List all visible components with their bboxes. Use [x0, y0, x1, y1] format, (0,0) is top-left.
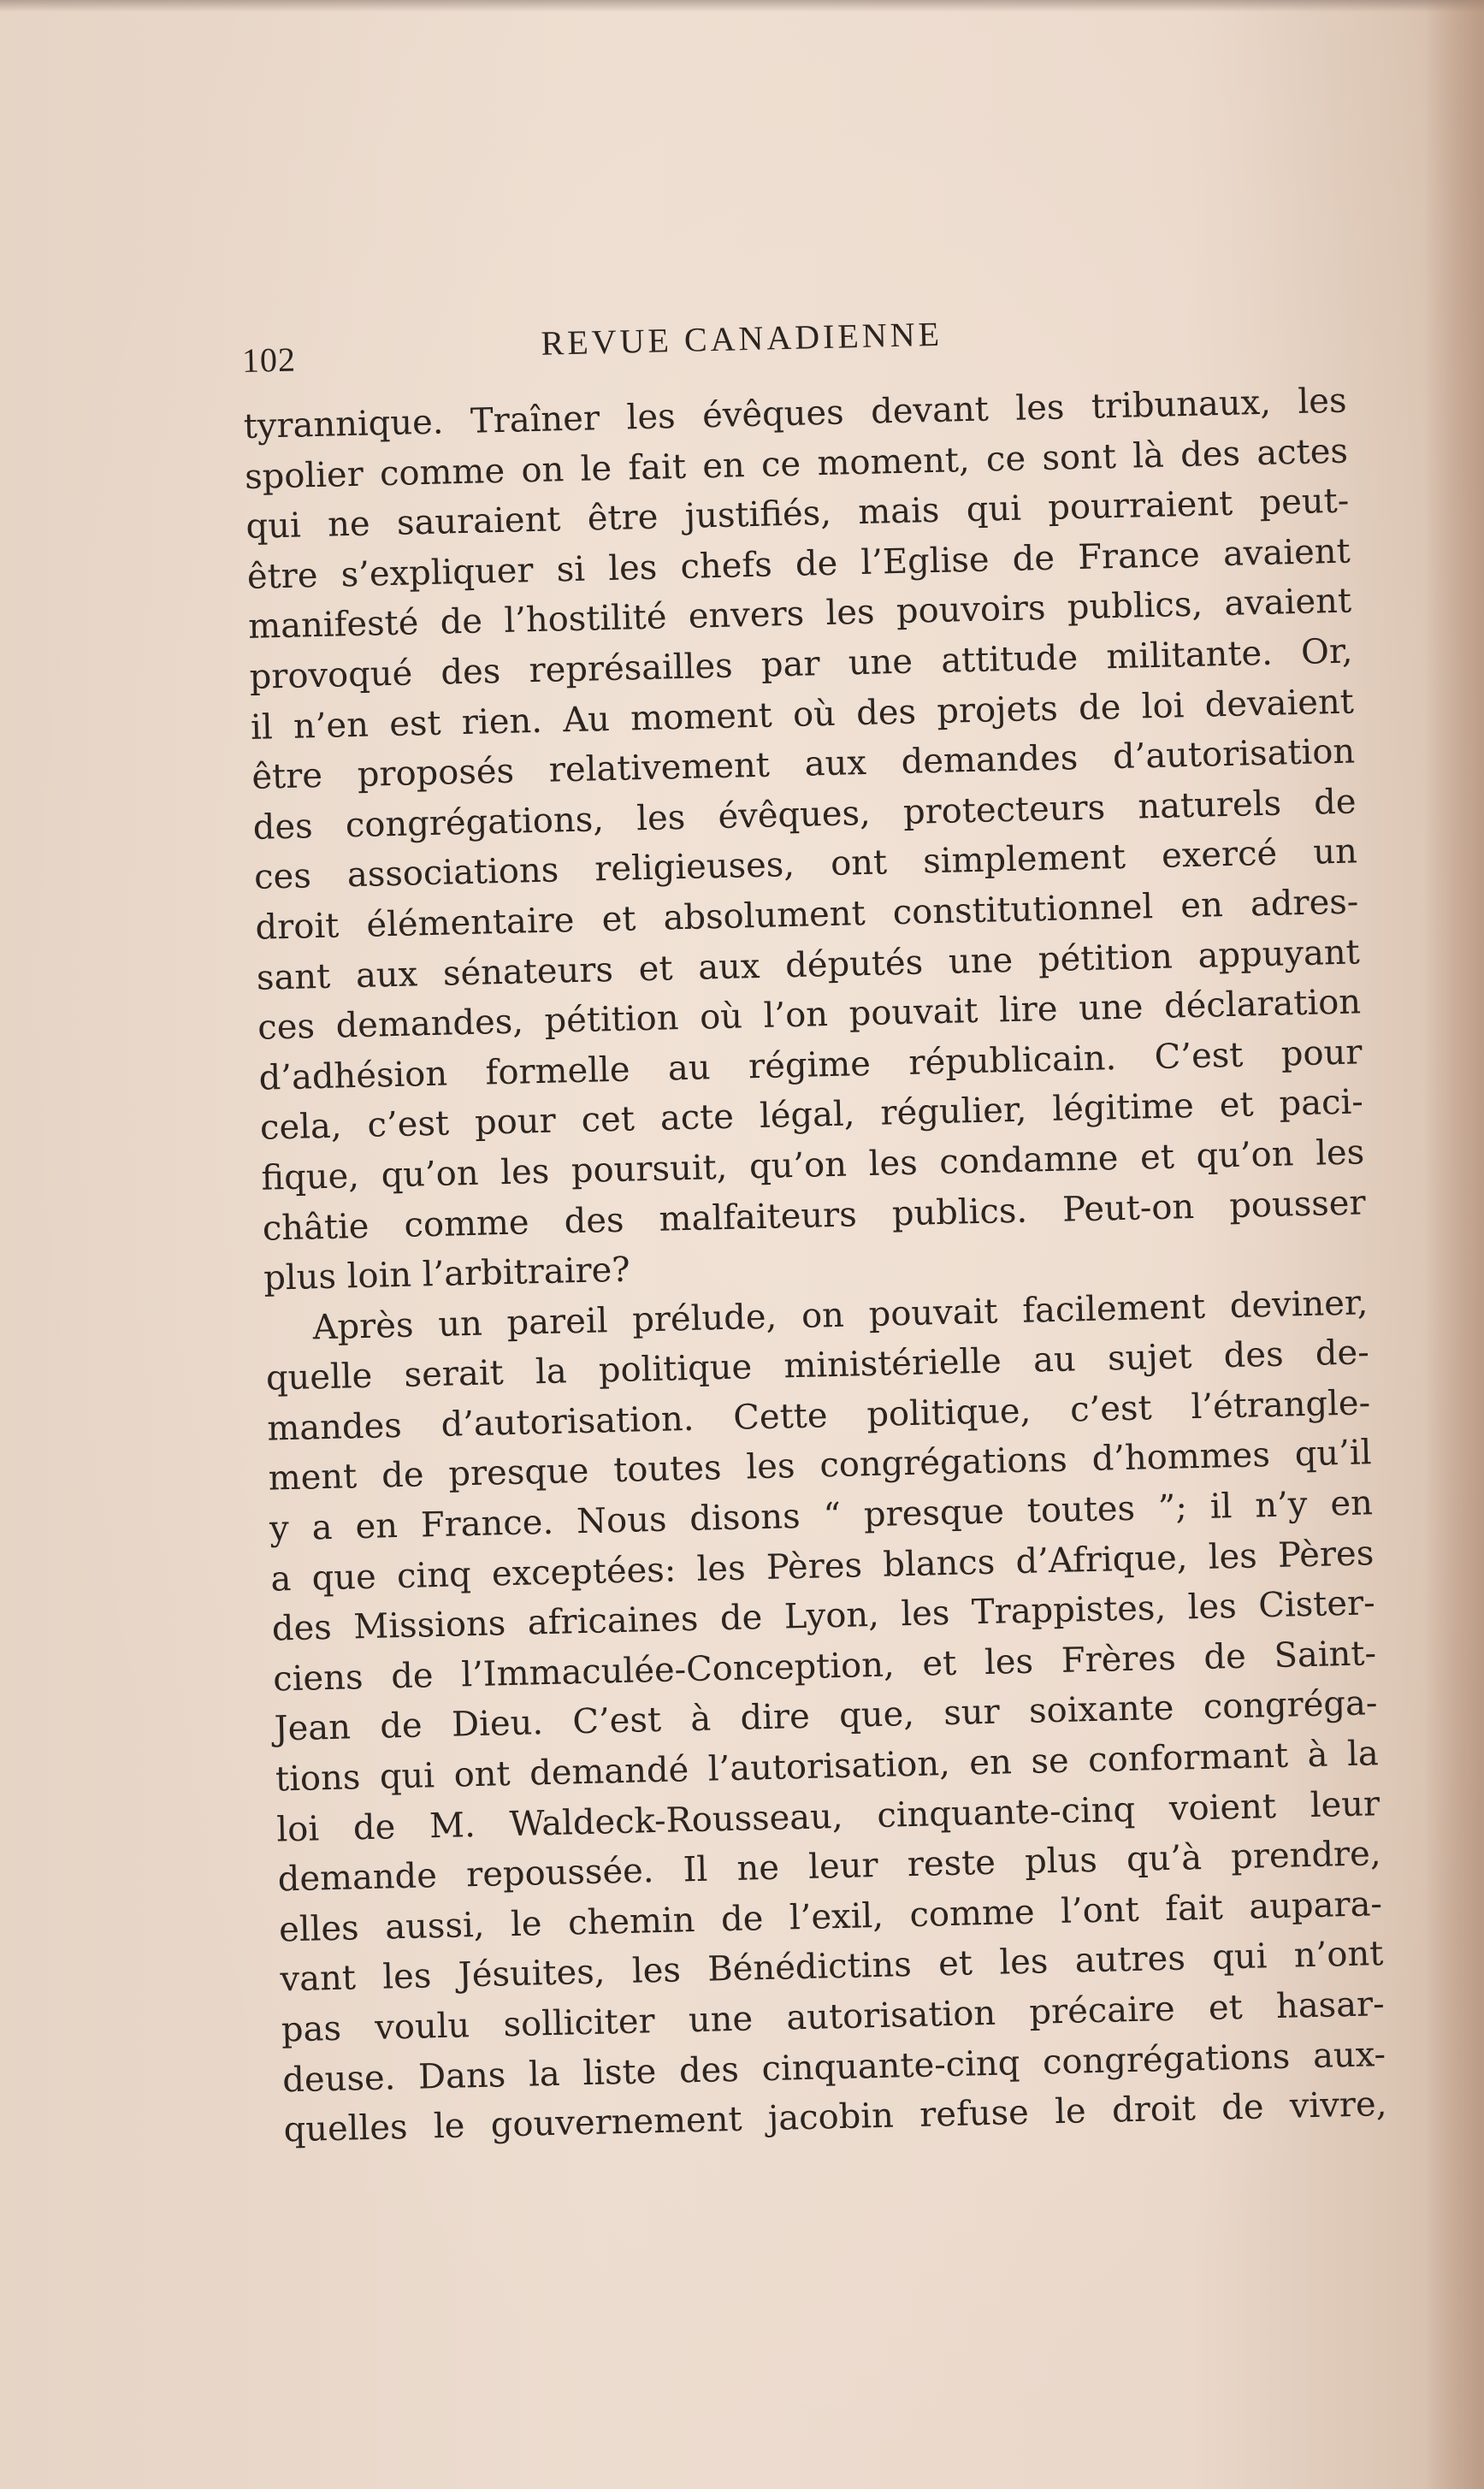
text-line: être proposés relativement aux demandes d’autorisation	[251, 731, 1356, 798]
text-line: quelles le gouvernement jacobin refuse le droit de vivre,	[283, 2084, 1387, 2150]
text-line: mandes d’autorisation. Cette politique, c’est l’étrangle-	[266, 1383, 1371, 1449]
paragraph-start-line: Après un pareil prélude, on pouvait facilement deviner,	[312, 1282, 1369, 1348]
text-line: châtie comme des malfaiteurs publics. Peut-on pousser	[262, 1182, 1367, 1249]
text-line: droit élémentaire et absolument constitutionnel en adres-	[255, 882, 1359, 948]
body-text	[243, 376, 1387, 2156]
text-block	[241, 299, 1387, 2156]
text-line: ces associations religieuses, ont simplement exercé un	[253, 831, 1358, 898]
text-line: y a en France. Nous disons “ presque toutes ”; il n’y en	[269, 1483, 1374, 1549]
text-line: cela, c’est pour cet acte légal, régulier, légitime et paci-	[259, 1082, 1364, 1149]
text-line: ment de presque toutes les congrégations d’hommes qu’il	[268, 1433, 1372, 1499]
page-header	[241, 299, 1345, 380]
text-line: fique, qu’on les poursuit, qu’on les condamne et qu’on les	[260, 1132, 1365, 1198]
text-line: être s’expliquer si les chefs de l’Eglise de France avaient	[246, 531, 1351, 597]
text-line: d’adhésion formelle au régime républicain. C’est pour	[258, 1032, 1363, 1098]
text-line: loi de M. Waldeck-Rousseau, cinquante-cinq voient leur	[275, 1783, 1381, 1850]
text-line: a que cinq exceptées: les Pères blancs d’Afrique, les Pères	[270, 1533, 1375, 1599]
text-line: pas voulu solliciter une autorisation précaire et hasar-	[281, 1984, 1386, 2050]
text-line: deuse. Dans la liste des cinquante-cinq congrégations aux-	[281, 2034, 1386, 2101]
text-line: Jean de Dieu. C’est à dire que, sur soixante congréga-	[274, 1683, 1378, 1749]
page-right-shadow	[1424, 0, 1484, 2489]
page-top-shadow	[0, 0, 1484, 12]
paragraph-end-line: plus loin l’arbitraire?	[263, 1250, 631, 1298]
text-line: il n’en est rien. Au moment où des projets de loi devaient	[250, 682, 1355, 748]
text-line: elles aussi, le chemin de l’exil, comme l’ont fait aupara-	[278, 1883, 1383, 1950]
text-line: quelle serait la politique ministérielle au sujet des de-	[265, 1333, 1370, 1398]
running-title: REVUE CANADIENNE	[541, 314, 943, 363]
text-line: tions qui ont demandé l’autorisation, en se conformant à la	[275, 1734, 1380, 1800]
text-line: tyrannique. Traîner les évêques devant les tribunaux, les	[243, 381, 1347, 446]
text-line: des congrégations, les évêques, protecteurs naturels de	[252, 782, 1357, 848]
text-line: provoqué des représailles par une attitude militante. Or,	[249, 631, 1353, 697]
text-line: ciens de l’Immaculée-Conception, et les Frères de Saint-	[272, 1634, 1377, 1700]
text-line: sant aux sénateurs et aux députés une pétition appuyant	[256, 931, 1361, 998]
text-line: spolier comme on le fait en ce moment, ce sont là des actes	[244, 431, 1349, 497]
text-line: des Missions africaines de Lyon, les Trappistes, les Cister-	[271, 1583, 1376, 1649]
text-line: ces demandes, pétition où l’on pouvait lire une déclaration	[257, 982, 1362, 1048]
text-line: qui ne sauraient être justifiés, mais qui pourraient peut-	[245, 481, 1350, 547]
text-line: manifesté de l’hostilité envers les pouvoirs publics, avaient	[247, 581, 1352, 647]
page-number: 102	[241, 340, 297, 380]
text-line: demande repoussée. Il ne leur reste plus qu’à prendre,	[277, 1834, 1382, 1900]
text-line: vant les Jésuites, les Bénédictins et les autres qui n’ont	[280, 1934, 1384, 2000]
